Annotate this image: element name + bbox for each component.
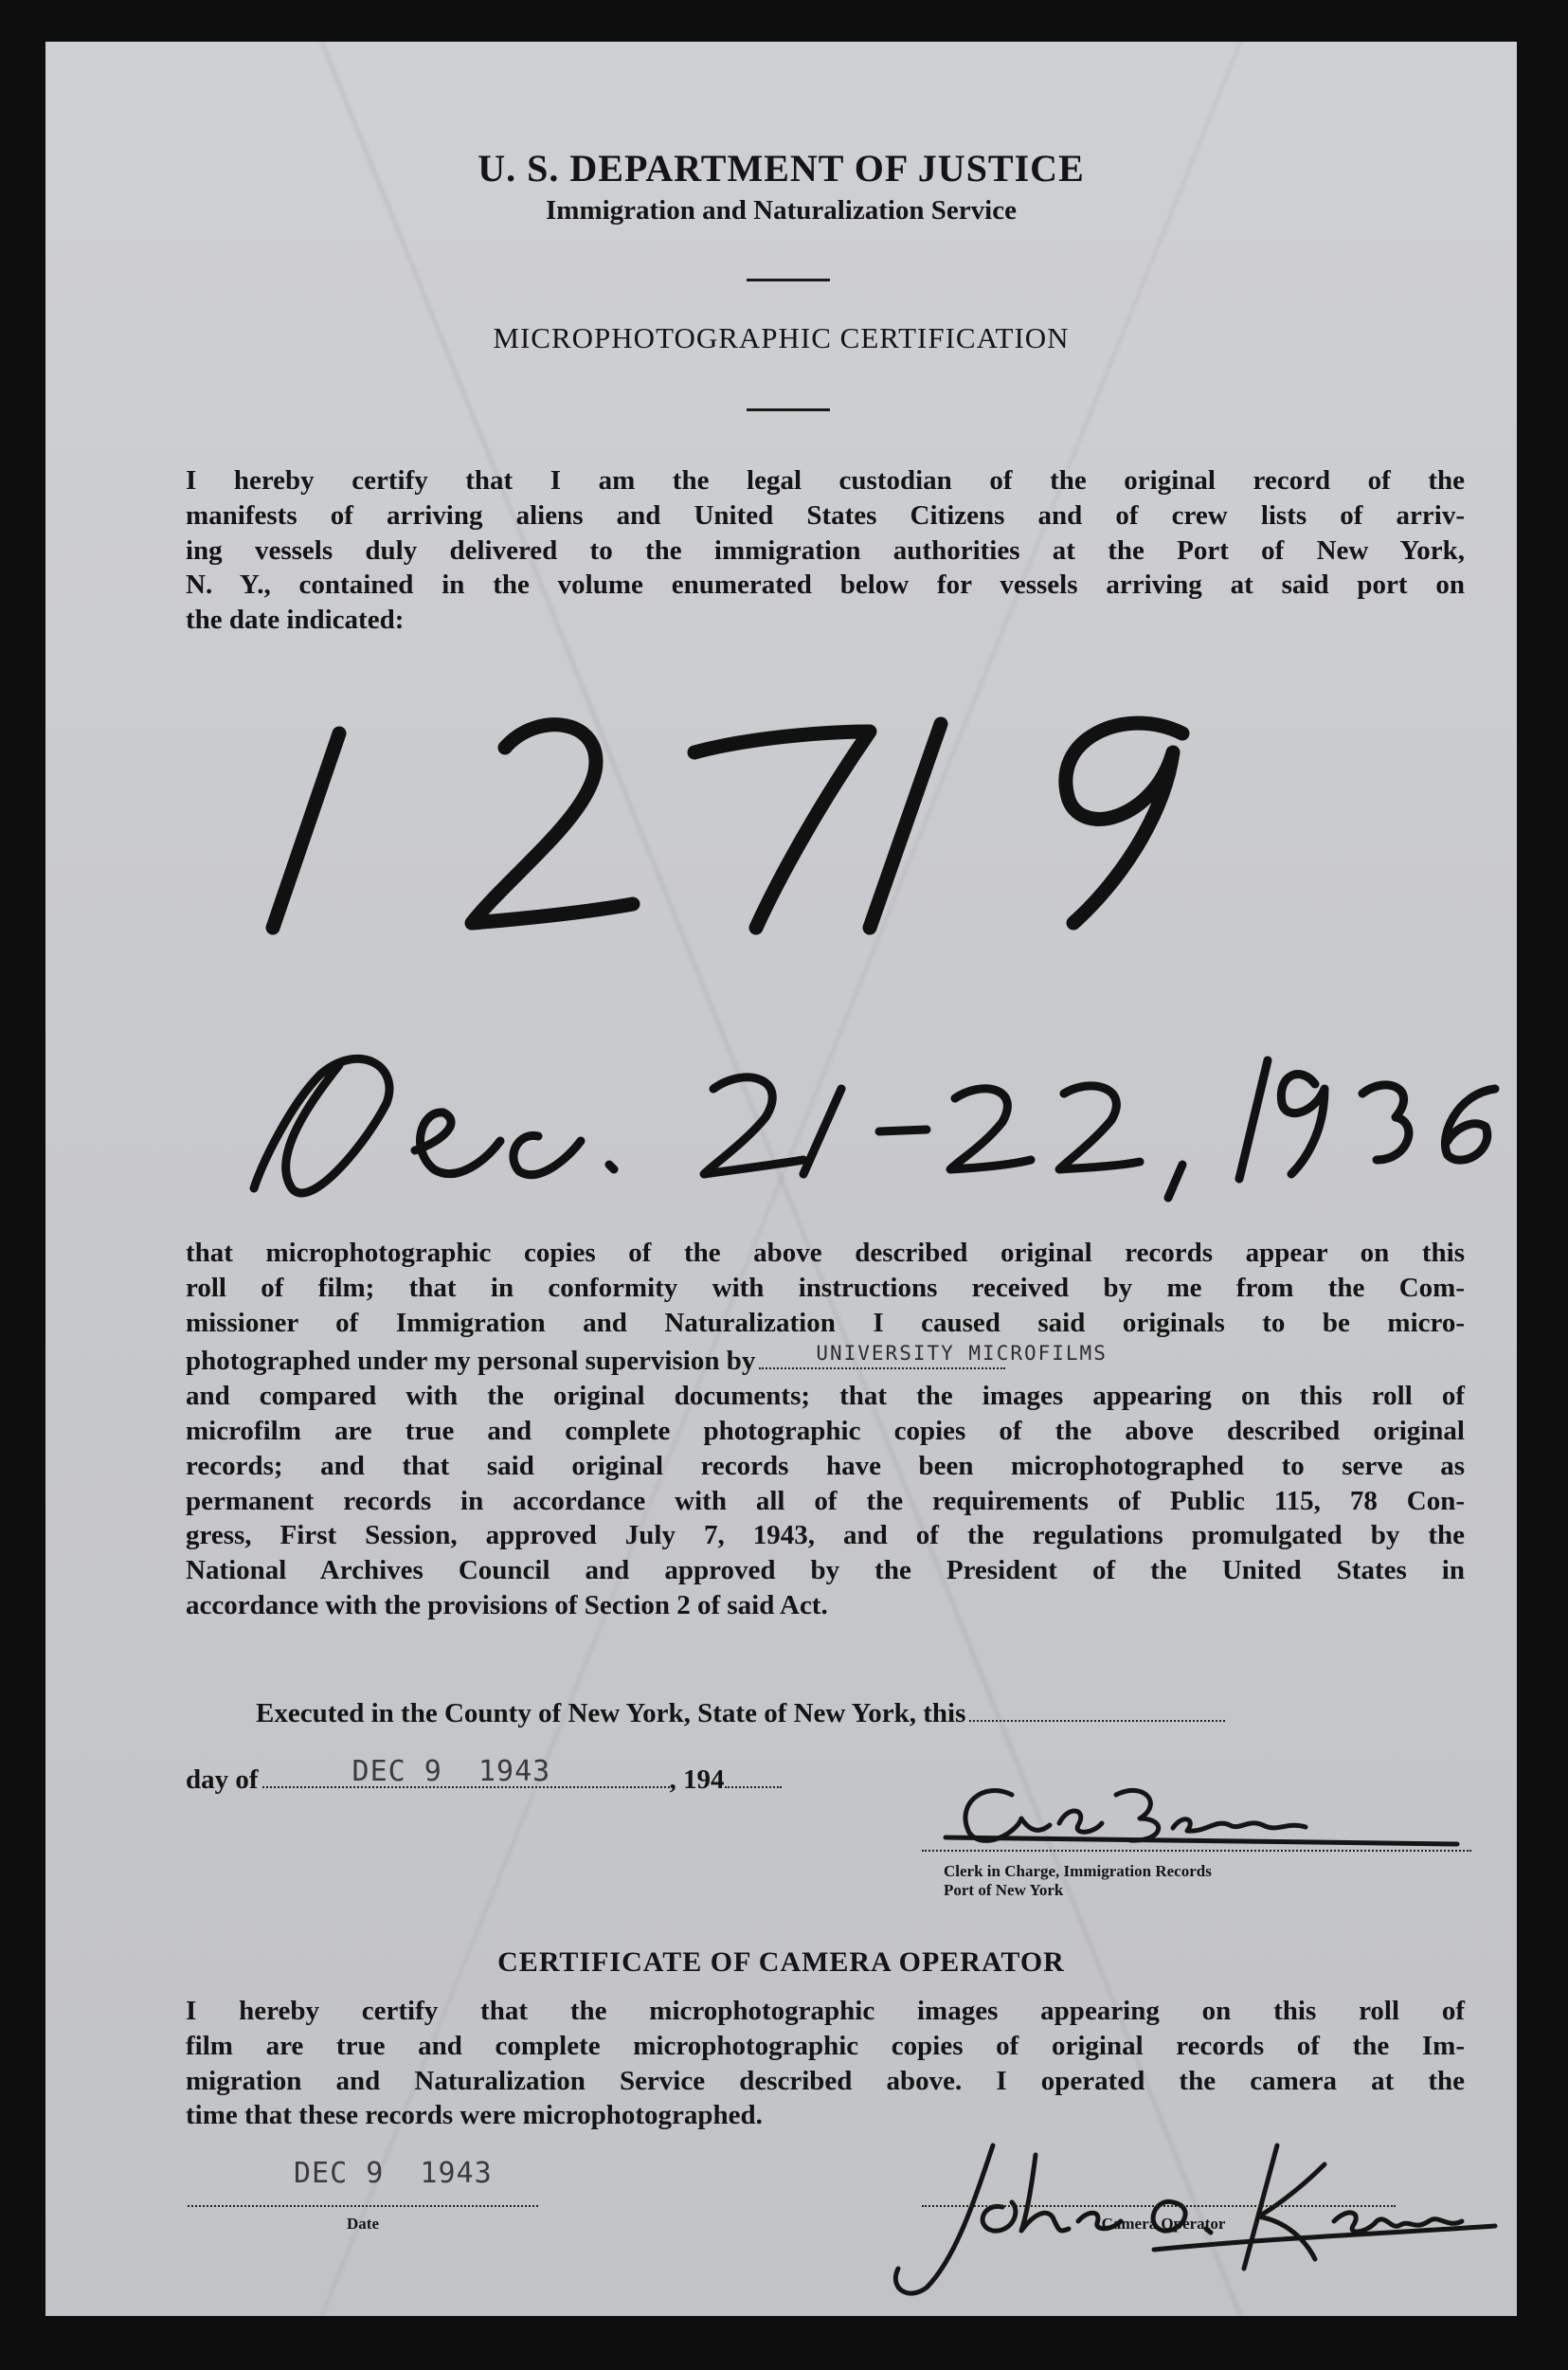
operator-line (922, 2205, 1396, 2207)
body-line: microfilm are true and complete photographic copies of the above described original (186, 1415, 1465, 1446)
clerk-title (944, 1862, 1212, 1900)
body-paragraph (186, 1236, 1465, 1623)
clerk-title-line: Port of New York (944, 1881, 1064, 1899)
intro-line: manifests of arriving aliens and United States Citizens and of crew lists of arriv- (186, 499, 1465, 531)
divider (747, 279, 830, 281)
execution-text: Executed in the County of New York, State of New York, this (256, 1698, 966, 1728)
camera-line: time that these records were microphotographed. (186, 2100, 763, 2131)
camera-line: I hereby certify that the microphotographic images appearing on this roll of (186, 1996, 1465, 2026)
camera-certificate-paragraph (186, 1994, 1465, 2133)
intro-line: the date indicated: (186, 605, 405, 636)
camera-line: film are true and complete microphotographic copies of original records of the Im- (186, 2030, 1465, 2061)
department-heading: U. S. DEPARTMENT OF JUSTICE (478, 147, 1085, 190)
certificate-sheet (45, 42, 1517, 2316)
camera-date-stamp: DEC 9 1943 (294, 2157, 493, 2190)
body-line: permanent records in accordance with all of the requirements of Public 115, 78 Con- (186, 1485, 1465, 1516)
date-caption: Date (347, 2215, 379, 2233)
certificate-title: MICROPHOTOGRAPHIC CERTIFICATION (493, 321, 1070, 354)
supervision-label: photographed under my personal supervision by (186, 1346, 756, 1377)
body-line: missioner of Immigration and Naturalization I caused said originals to be micro- (186, 1307, 1465, 1338)
day-of-label: day of (186, 1764, 259, 1795)
intro-line: I hereby certify that I am the legal custodian of the original record of the (186, 465, 1465, 496)
year-label: , 194 (669, 1764, 725, 1795)
intro-line: ing vessels duly delivered to the immigration authorities at the Port of New York, (186, 534, 1465, 566)
body-line: that microphotographic copies of the above described original records appear on this (186, 1238, 1465, 1268)
clerk-title-line: Clerk in Charge, Immigration Records (944, 1862, 1212, 1880)
body-line: National Archives Council and approved by the President of the United States in (186, 1555, 1465, 1586)
body-line: records; and that said original records have been microphotographed to serve as (186, 1450, 1465, 1481)
body-line: and compared with the original documents; that the images appearing on this roll of (186, 1381, 1465, 1412)
execution-line (256, 1698, 1225, 1729)
camera-line: migration and Naturalization Service described above. I operated the camera at the (186, 2065, 1465, 2096)
operator-caption: Camera Operator (1101, 2215, 1226, 2233)
divider (747, 408, 830, 411)
intro-line: N. Y., contained in the volume enumerated below for vessels arriving at said port on (186, 570, 1465, 601)
body-line: gress, First Session, approved July 7, 1943, and of the regulations promulgated by the (186, 1520, 1465, 1551)
body-line: roll of film; that in conformity with instructions received by me from the Com- (186, 1272, 1465, 1303)
date-line (188, 2205, 538, 2207)
supervision-line (186, 1341, 1465, 1379)
handwritten-volume-number (216, 696, 1400, 980)
day-of-line (186, 1755, 782, 1796)
microfilm-company: UNIVERSITY MICROFILMS (816, 1341, 1108, 1365)
date-stamp: DEC 9 1943 (351, 1755, 551, 1788)
service-subheading: Immigration and Naturalization Service (546, 195, 1017, 226)
clerk-signature-line (922, 1850, 1471, 1852)
clerk-signature (927, 1766, 1495, 1861)
body-line: accordance with the provisions of Section 2 of said Act. (186, 1589, 828, 1620)
handwritten-date (235, 999, 1517, 1236)
camera-certificate-title: CERTIFICATE OF CAMERA OPERATOR (497, 1946, 1065, 1978)
intro-paragraph (186, 463, 1465, 638)
